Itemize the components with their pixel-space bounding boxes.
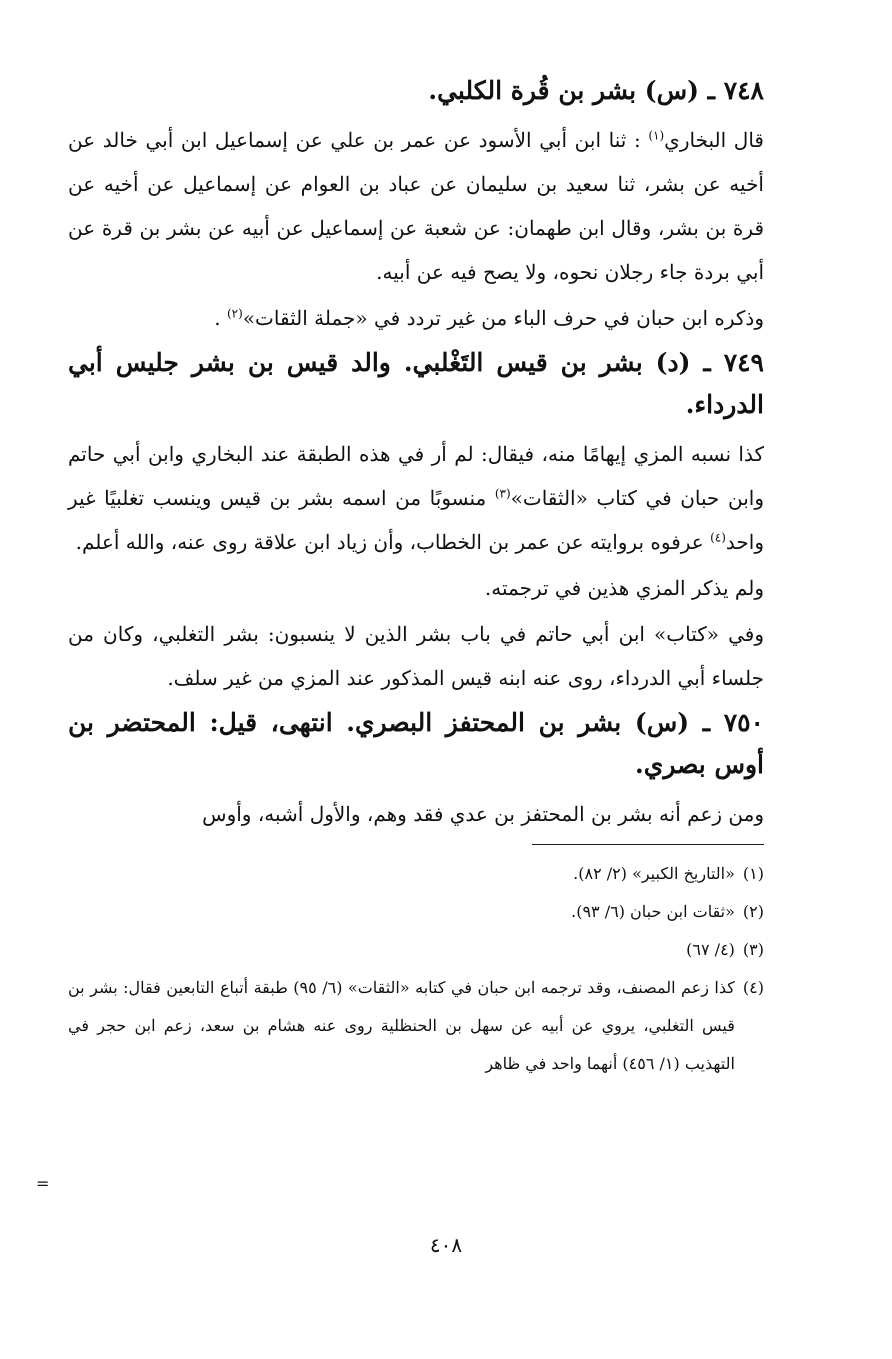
footnote-ref: (١)	[648, 128, 665, 143]
footnotes	[68, 855, 764, 1083]
paragraph: كذا نسبه المزي إيهامًا منه، فيقال: لم أر في هذه الطبقة عند البخاري وابن أبي حاتم وابن حبان في كتاب «الثقات»$^{(٣)}$ منسوبًا من اسمه بشر بن قيس وينسب تغلبيًا غير واحد$^{(٤)}$ عرفوه بروايته عن عمر بن الخطاب، وأن زياد ابن علاقة روى عنه، والله أعلم.	[68, 442, 765, 554]
footnote-text: «التاريخ الكبير» (٢/ ٨٢).	[573, 864, 735, 883]
footnote-number: (٤)	[742, 978, 764, 997]
footnote	[68, 893, 764, 931]
entry-750	[68, 702, 764, 836]
footnote-ref: (٣)	[494, 486, 511, 501]
entry-749	[68, 342, 764, 700]
paragraph: وذكره ابن حبان في حرف الباء من غير تردد في «جملة الثقات»$^{(٢)}$ .	[214, 306, 764, 330]
footnote-number: (٢)	[742, 902, 764, 921]
footnote-ref: (٢)	[226, 306, 243, 321]
paragraph: قال البخاري$^{(١)}$ : ثنا ابن أبي الأسود عن عمر بن علي عن إسماعيل ابن أبي خالد عن أخيه عن بشر، ثنا سعيد بن سليمان عن عباد بن العوام عن إسماعيل عن أخيه عن قرة بن بشر، وقال ابن طهمان: عن شعبة عن إسماعيل عن أبيه عن بشر بن قرة عن أبي بردة جاء رجلان نحوه، ولا يصح فيه عن أبيه.	[68, 128, 764, 284]
entry-748	[68, 70, 764, 340]
footnote-number: (١)	[742, 864, 764, 883]
footnote-text: (٤/ ٦٧)	[686, 940, 735, 959]
footnote	[68, 969, 764, 1083]
entry-heading: ٧٤٨ ـ (س) بشر بن قُرة الكلبي.	[428, 76, 764, 105]
footnote	[68, 931, 764, 969]
footnote-text: «ثقات ابن حبان (٦/ ٩٣).	[571, 902, 735, 921]
footnote-divider	[532, 844, 764, 845]
entry-heading: ٧٤٩ ـ (د) بشر بن قيس التَغْلبي. والد قيس بن بشر جليس أبي الدرداء.	[68, 348, 764, 419]
paragraph: وفي «كتاب» ابن أبي حاتم في باب بشر الذين لا ينسبون: بشر التغلبي، وكان من جلساء أبي الدرداء، روى عنه ابنه قيس المذكور عند المزي من غير سلف.	[68, 622, 764, 690]
paragraph: ومن زعم أنه بشر بن المحتفز بن عدي فقد وهم، والأول أشبه، وأوس	[202, 802, 764, 826]
footnote-text: كذا زعم المصنف، وقد ترجمه ابن حبان في كتابه «الثقات» (٦/ ٩٥) طبقة أتباع التابعين فقال: بشر بن قيس التغلبي، يروي عن أبيه عن سهل بن الحنظلية روى عنه هشام بن سعد، زعم ابن حجر في التهذيب (١/ ٤٥٦) أنهما واحد في ظاهر	[68, 978, 735, 1073]
continuation-mark: =	[36, 1174, 50, 1193]
entry-heading: ٧٥٠ ـ (س) بشر بن المحتفز البصري. انتهى، قيل: المحتضر بن أوس بصري.	[68, 708, 764, 779]
footnote-number: (٣)	[742, 940, 764, 959]
footnote	[68, 855, 764, 893]
page-number: ٤٠٨	[429, 1233, 463, 1257]
paragraph: ولم يذكر المزي هذين في ترجمته.	[484, 576, 764, 600]
footnote-ref: (٤)	[710, 530, 726, 545]
